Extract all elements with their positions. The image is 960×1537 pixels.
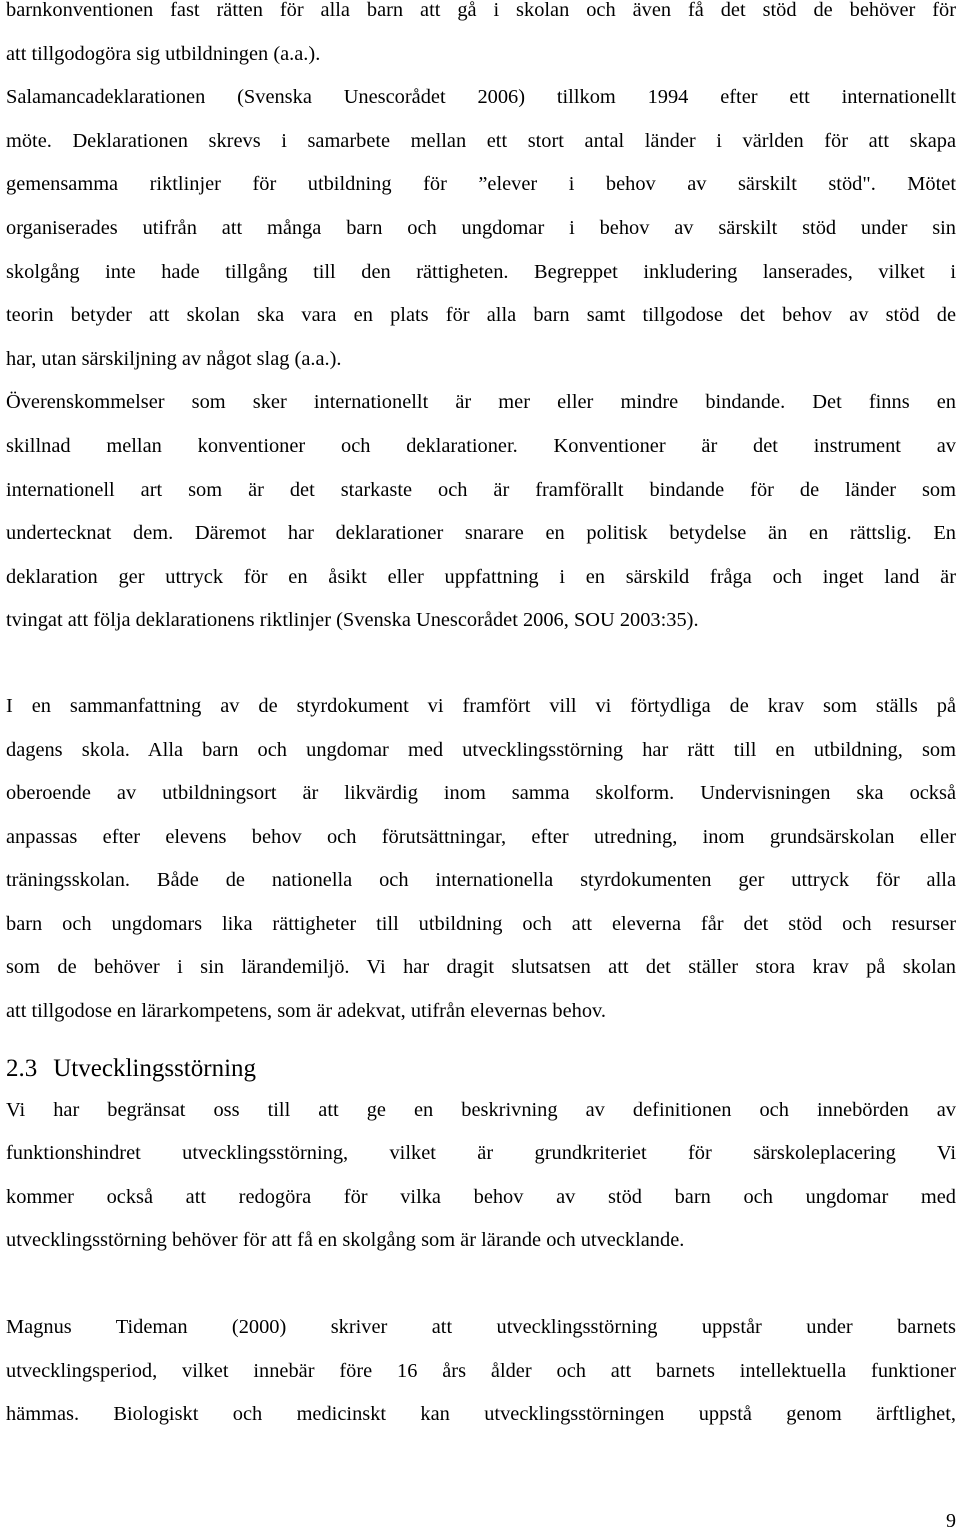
text-line: undertecknat dem. Däremot har deklarationer snarare en politisk betydelse än en rättslig. En <box>6 522 956 545</box>
text-line: kommer också att redogöra för vilka behov av stöd barn och ungdomar med <box>6 1185 956 1208</box>
text-line: Vi har begränsat oss till att ge en beskrivning av definitionen och innebörden av <box>6 1098 956 1121</box>
text-line: att tillgodose en lärarkompetens, som är adekvat, utifrån elevernas behov. <box>6 1000 606 1023</box>
section-number: 2.3 <box>6 1054 38 1082</box>
text-line: att tillgodogöra sig utbildningen (a.a.). <box>6 42 321 65</box>
text-line: internationell art som är det starkaste och är framförallt bindande för de länder som <box>6 478 956 501</box>
section-title: Utvecklingsstörning <box>53 1054 257 1082</box>
text-line: oberoende av utbildningsort är likvärdig inom samma skolform. Undervisningen ska också <box>6 782 956 805</box>
text-line: skolgång inte hade tillgång till den rättigheten. Begreppet inkludering lanserades, vilket i <box>6 260 956 283</box>
text-line: Överenskommelser som sker internationellt är mer eller mindre bindande. Det finns en <box>6 391 956 414</box>
page-number: 9 <box>946 1510 956 1532</box>
text-line: utvecklingsperiod, vilket innebär före 16 års ålder och att barnets intellektuella funktioner <box>6 1359 956 1382</box>
text-line: hämmas. Biologiskt och medicinskt kan utvecklingsstörningen uppstå genom ärftlighet, <box>6 1403 956 1426</box>
text-line: har, utan särskiljning av något slag (a.a.). <box>6 347 342 370</box>
paragraph-conventions-end <box>6 0 956 76</box>
text-line: I en sammanfattning av de styrdokument vi framfört vill vi förtydliga de krav som ställs på <box>6 694 956 717</box>
text-line: skillnad mellan konventioner och deklarationer. Konventioner är det instrument av <box>6 434 956 457</box>
paragraph-summary <box>6 685 956 1034</box>
text-line: som de behöver i sin lärandemiljö. Vi har dragit slutsatsen att det ställer stora krav på skolan <box>6 956 956 979</box>
paragraph-salamanca-declaration <box>6 76 956 643</box>
text-line: anpassas efter elevens behov och förutsättningar, efter utredning, inom grundsärskolan eller <box>6 825 956 848</box>
text-line: Magnus Tideman (2000) skriver att utvecklingsstörning uppstår under barnets <box>6 1316 956 1339</box>
paragraph-tideman <box>6 1306 956 1437</box>
section-heading <box>6 1051 956 1087</box>
text-line: Salamancadeklarationen (Svenska Unescorådet 2006) tillkom 1994 efter ett internationellt <box>6 86 956 109</box>
text-line: barn och ungdomars lika rättigheter till utbildning och att eleverna får det stöd och resurser <box>6 912 956 935</box>
text-line: teorin betyder att skolan ska vara en plats för alla barn samt tillgodose det behov av stöd de <box>6 304 956 327</box>
paragraph-section-intro <box>6 1089 956 1263</box>
text-line: funktionshindret utvecklingsstörning, vilket är grundkriteriet för särskoleplacering Vi <box>6 1142 956 1165</box>
text-line: möte. Deklarationen skrevs i samarbete mellan ett stort antal länder i världen för att skapa <box>6 129 956 152</box>
text-line: dagens skola. Alla barn och ungdomar med utvecklingsstörning har rätt till en utbildning, som <box>6 738 956 761</box>
text-line: barnkonventionen fast rätten för alla barn att gå i skolan och även få det stöd de behöver för <box>6 0 956 21</box>
text-line: träningsskolan. Både de nationella och internationella styrdokumenten ger uttryck för alla <box>6 869 956 892</box>
document-page <box>6 0 956 1437</box>
text-line: gemensamma riktlinjer för utbildning för ”elever i behov av särskilt stöd". Mötet <box>6 173 956 196</box>
text-line: organiserades utifrån att många barn och ungdomar i behov av särskilt stöd under sin <box>6 216 956 239</box>
text-line: tvingat att följa deklarationens riktlinjer (Svenska Unescorådet 2006, SOU 2003:35). <box>6 609 699 632</box>
text-line: utvecklingsstörning behöver för att få en skolgång som är lärande och utvecklande. <box>6 1229 685 1252</box>
text-line: deklaration ger uttryck för en åsikt eller uppfattning i en särskild fråga och inget land är <box>6 565 956 588</box>
